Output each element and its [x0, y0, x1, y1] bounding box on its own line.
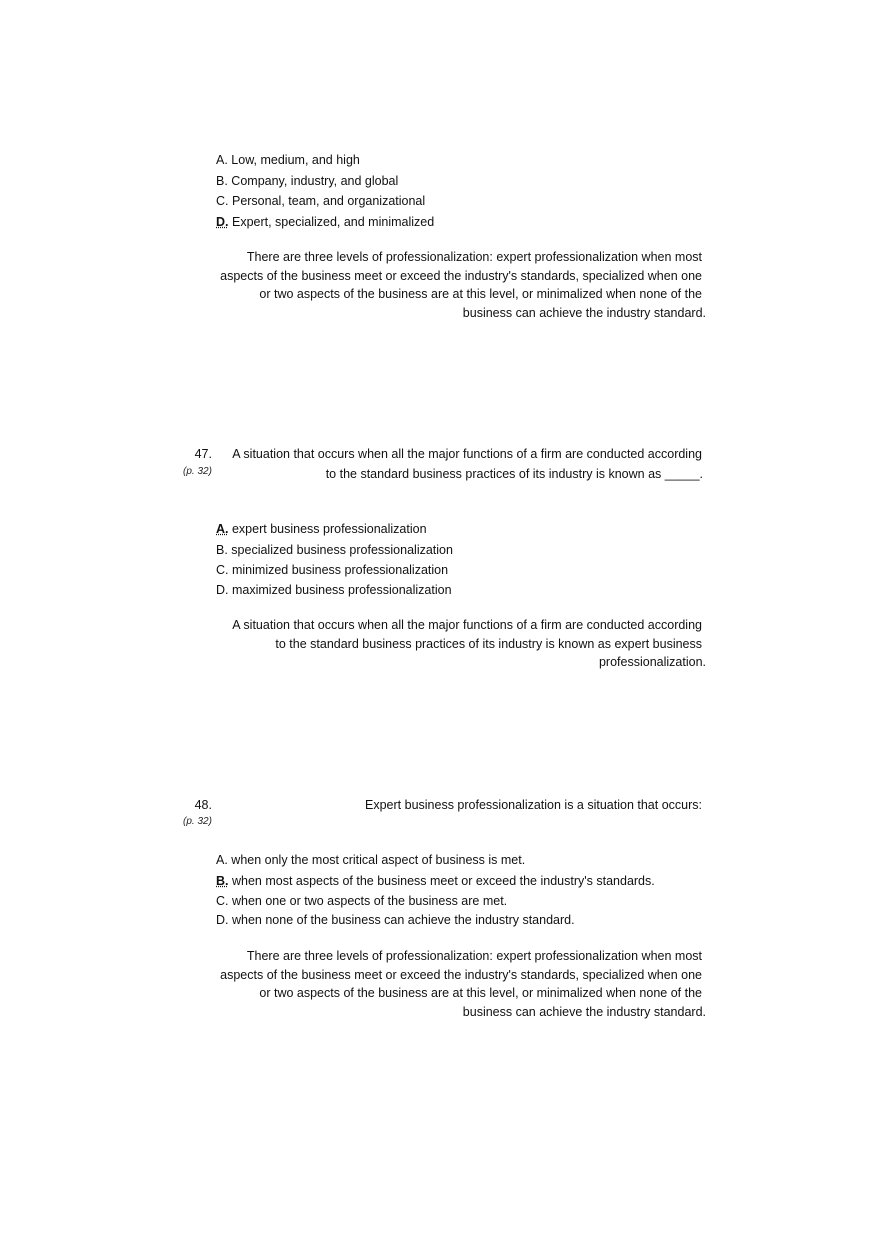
explanation-line: or two aspects of the business are at this level, or minimalized when none of the	[259, 986, 702, 1000]
explanation-line: or two aspects of the business are at this level, or minimalized when none of the	[259, 287, 702, 301]
choice-text: expert business professionalization	[231, 522, 427, 536]
choice-letter: A.	[216, 153, 228, 167]
choice-text: Company, industry, and global	[231, 174, 399, 188]
explanation-line: aspects of the business meet or exceed the industry's standards, specialized when one	[220, 269, 702, 283]
choice-letter: B.	[216, 174, 228, 188]
question-number: 47.	[194, 447, 212, 461]
choice-text: Expert, specialized, and minimalized	[231, 215, 435, 229]
choice-text: Personal, team, and organizational	[231, 194, 426, 208]
choice-letter: C.	[216, 894, 229, 908]
choice-letter: C.	[216, 563, 229, 577]
choice-a	[216, 853, 525, 868]
choice-letter: D.	[216, 583, 229, 597]
choice-text: Low, medium, and high	[231, 153, 360, 167]
question-number: 48.	[194, 798, 212, 812]
explanation-line: professionalization.	[598, 655, 706, 669]
explanation-line: to the standard business practices of its industry is known as expert business	[275, 637, 702, 651]
page-reference: (p. 32)	[183, 816, 212, 827]
explanation-line: A situation that occurs when all the major functions of a firm are conducted according	[232, 618, 702, 632]
choice-text: when only the most critical aspect of business is met.	[231, 853, 526, 867]
correct-answer-letter: B.	[216, 874, 229, 888]
choice-text: maximized business professionalization	[231, 583, 452, 597]
choice-b	[216, 874, 655, 889]
page-reference: (p. 32)	[183, 466, 212, 477]
choice-letter: D.	[216, 913, 229, 927]
choice-d	[216, 913, 575, 928]
choice-d	[216, 583, 452, 598]
choice-text: when none of the business can achieve the industry standard.	[231, 913, 575, 927]
explanation-line: business can achieve the industry standard.	[462, 306, 706, 320]
choice-text: when one or two aspects of the business are met.	[231, 894, 508, 908]
choice-c	[216, 194, 425, 209]
choice-a	[216, 522, 427, 537]
choice-letter: C.	[216, 194, 229, 208]
explanation-line: There are three levels of professionalization: expert professionalization when most	[246, 949, 702, 963]
choice-text: when most aspects of the business meet or exceed the industry's standards.	[231, 874, 655, 888]
choice-c	[216, 894, 507, 909]
explanation-line: aspects of the business meet or exceed the industry's standards, specialized when one	[220, 968, 702, 982]
choice-c	[216, 563, 448, 578]
choice-b	[216, 543, 453, 558]
choice-b	[216, 174, 398, 189]
choice-letter: B.	[216, 543, 228, 557]
choice-letter: A.	[216, 853, 228, 867]
choice-text: specialized business professionalization	[231, 543, 453, 557]
choice-text: minimized business professionalization	[231, 563, 449, 577]
question-stem-line: Expert business professionalization is a situation that occurs:	[365, 798, 702, 812]
correct-answer-letter: A.	[216, 522, 229, 536]
correct-answer-letter: D.	[216, 215, 229, 229]
choice-d	[216, 215, 434, 230]
explanation-line: business can achieve the industry standard.	[462, 1005, 706, 1019]
explanation-line: There are three levels of professionalization: expert professionalization when most	[246, 250, 702, 264]
question-stem-line: to the standard business practices of its industry is known as _____.	[325, 467, 703, 481]
choice-a	[216, 153, 360, 168]
question-stem-line: A situation that occurs when all the major functions of a firm are conducted according	[232, 447, 702, 461]
